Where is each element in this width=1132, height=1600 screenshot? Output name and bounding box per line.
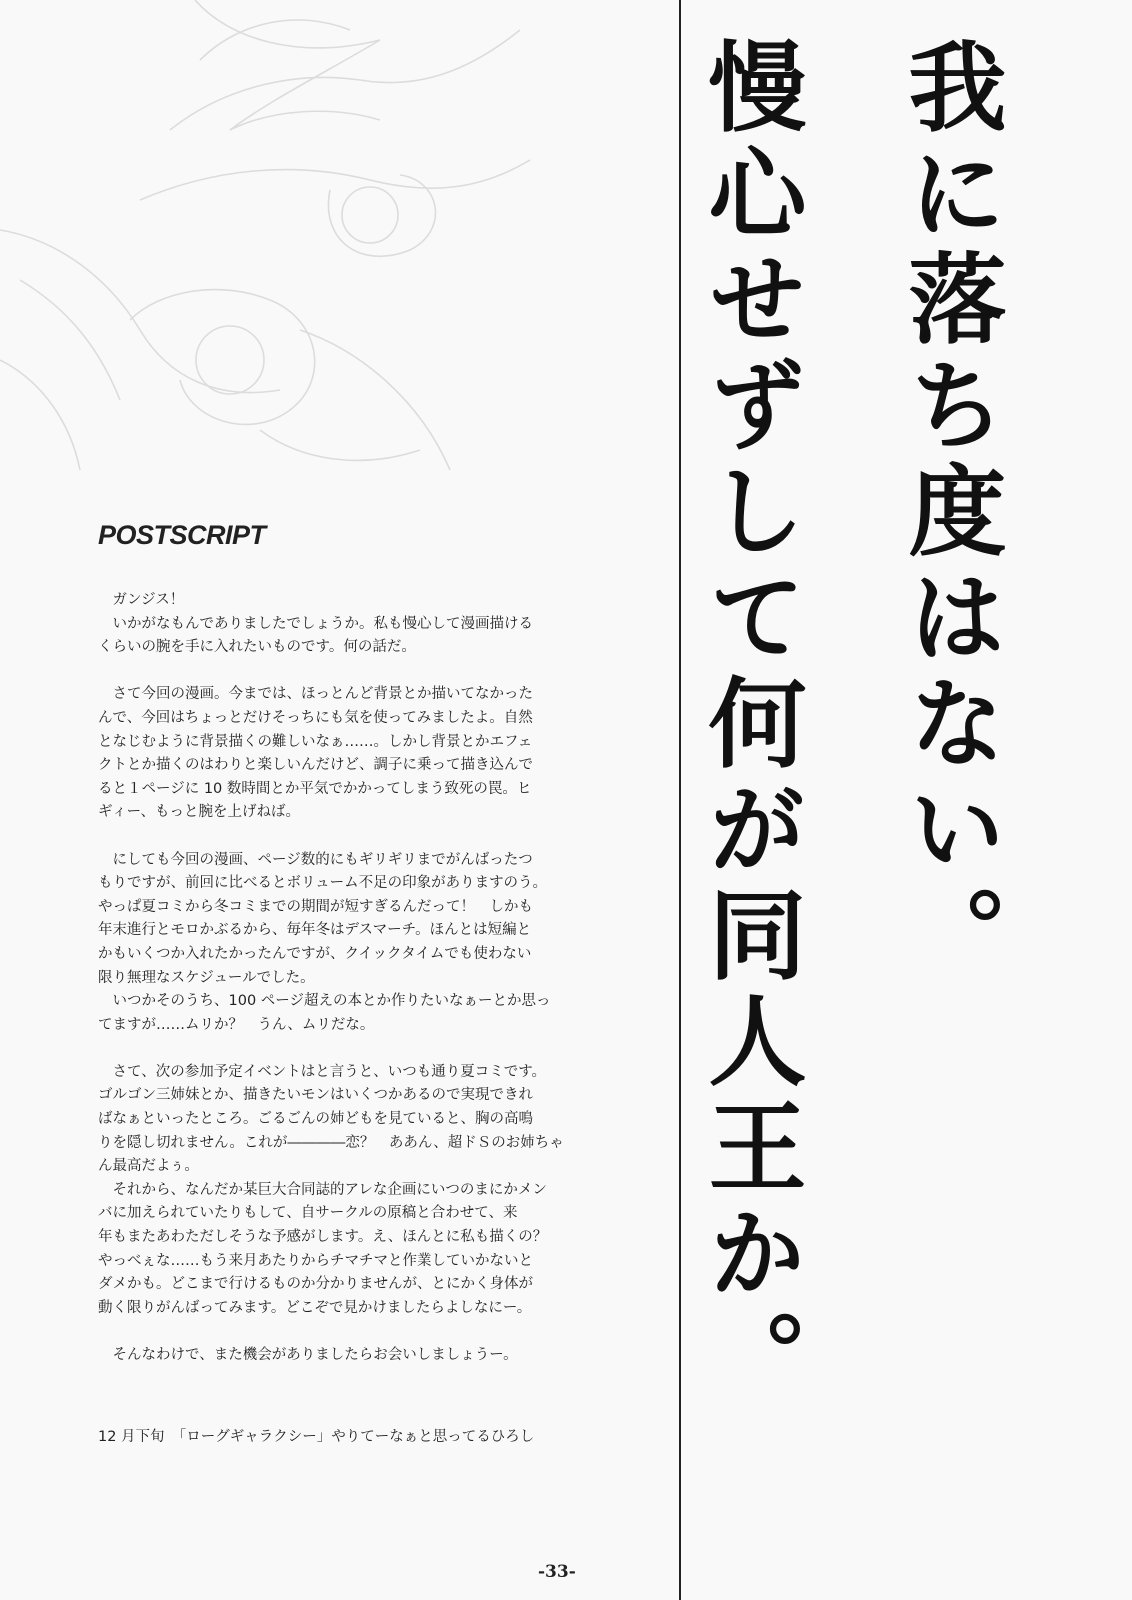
text-line: 年もまたあわただしそうな予感がします。え、ほんとに私も描くの？ [98, 1229, 548, 1246]
text-line: やっべぇな……もう来月あたりからチマチマと作業していかないと [98, 1252, 533, 1269]
text-line: クトとか描くのはわりと楽しいんだけど、調子に乗って描き込んで [98, 757, 533, 774]
text-line: 動く限りがんばってみます。どこぞで見かけましたらよしなにー。 [98, 1299, 532, 1316]
paragraph-6 [98, 1179, 578, 1321]
text-line: さて、次の参加予定イベントはと言うと、いつも通り夏コミです。 [112, 1063, 547, 1080]
text-line: そんなわけで、また機会がありましたらお会いしましょうー。 [112, 1347, 518, 1363]
text-line: それから、なんだか某巨大合同誌的アレな企画にいつのまにかメン [112, 1181, 547, 1198]
paragraph-4 [98, 990, 578, 1037]
paragraph-5 [98, 1061, 578, 1179]
text-line: 限り無理なスケジュールでした。 [98, 969, 315, 986]
text-line: ダメかも。どこまで行けるものか分かりませんが、とにかく身体が [98, 1276, 533, 1293]
text-line: 年末進行とモロかぶるから、毎年冬はデスマーチ。ほんとは短編と [98, 922, 532, 939]
calligraphy-line-1: 我に落ち度はない。 [892, 36, 1007, 990]
text-line: バに加えられていたりもして、自サークルの原稿と合わせて、来 [98, 1205, 518, 1222]
postscript-body [98, 589, 578, 1368]
text-line: ガンジス！ [112, 592, 185, 608]
text-line: かもいくつか入れたかったんですが、クイックタイムでも使わない [98, 945, 532, 962]
text-line: ると１ページに 10 数時間とか平気でかかってしまう致死の罠。ヒ [98, 780, 532, 797]
text-line: いかがなもんでありましたでしょうか。私も慢心して漫画描ける [112, 615, 533, 632]
text-line: にしても今回の漫画、ページ数的にもギリギリまでがんばったつ [112, 851, 533, 868]
postscript-heading: POSTSCRIPT [98, 520, 266, 550]
paragraph-2 [98, 683, 578, 825]
text-line: やっぱ夏コミから冬コミまでの期間が短すぎるんだって！ しかも [98, 898, 533, 915]
text-line: ゴルゴン三姉妹とか、描きたいモンはいくつかあるので実現できれ [98, 1087, 533, 1104]
paragraph-7 [98, 1344, 578, 1368]
page-number: -33- [538, 1562, 576, 1582]
text-line: となじむように背景描くの難しいなぁ……。しかし背景とかエフェ [98, 733, 533, 750]
postscript-section [98, 520, 618, 1391]
text-line: さて今回の漫画。今までは、ほっとんど背景とか描いてなかった [112, 686, 533, 703]
author-signature: 12 月下旬 「ローグギャラクシー」やりてーなぁと思ってるひろし [98, 1429, 535, 1445]
calligraphy-line-2: 慢心せずして何が同人王か。 [692, 36, 807, 1414]
text-line: ん最高だよぅ。 [98, 1158, 199, 1175]
vertical-divider [679, 0, 681, 1600]
paragraph-3 [98, 849, 578, 991]
text-line: くらいの腕を手に入れたいものです。何の話だ。 [98, 639, 416, 656]
text-line: んで、今回はちょっとだけそっちにも気を使ってみましたよ。自然 [98, 709, 533, 726]
text-line: ギィー、もっと腕を上げねば。 [98, 804, 300, 821]
text-line: てますが……ムリか？ うん、ムリだな。 [98, 1016, 375, 1033]
text-line: ばなぁといったところ。ごるごんの姉どもを見ていると、胸の高鳴 [98, 1111, 533, 1128]
text-line: いつかそのうち、100 ページ超えの本とか作りたいなぁーとか思っ [112, 993, 551, 1010]
text-line: りを隠し切れません。これが――――恋？ ああん、超ドＳのお姉ちゃ [98, 1134, 564, 1151]
text-line: もりですが、前回に比べるとボリューム不足の印象がありますのう。 [98, 875, 548, 892]
background-ornament [0, 0, 640, 520]
paragraph-1 [98, 589, 578, 660]
